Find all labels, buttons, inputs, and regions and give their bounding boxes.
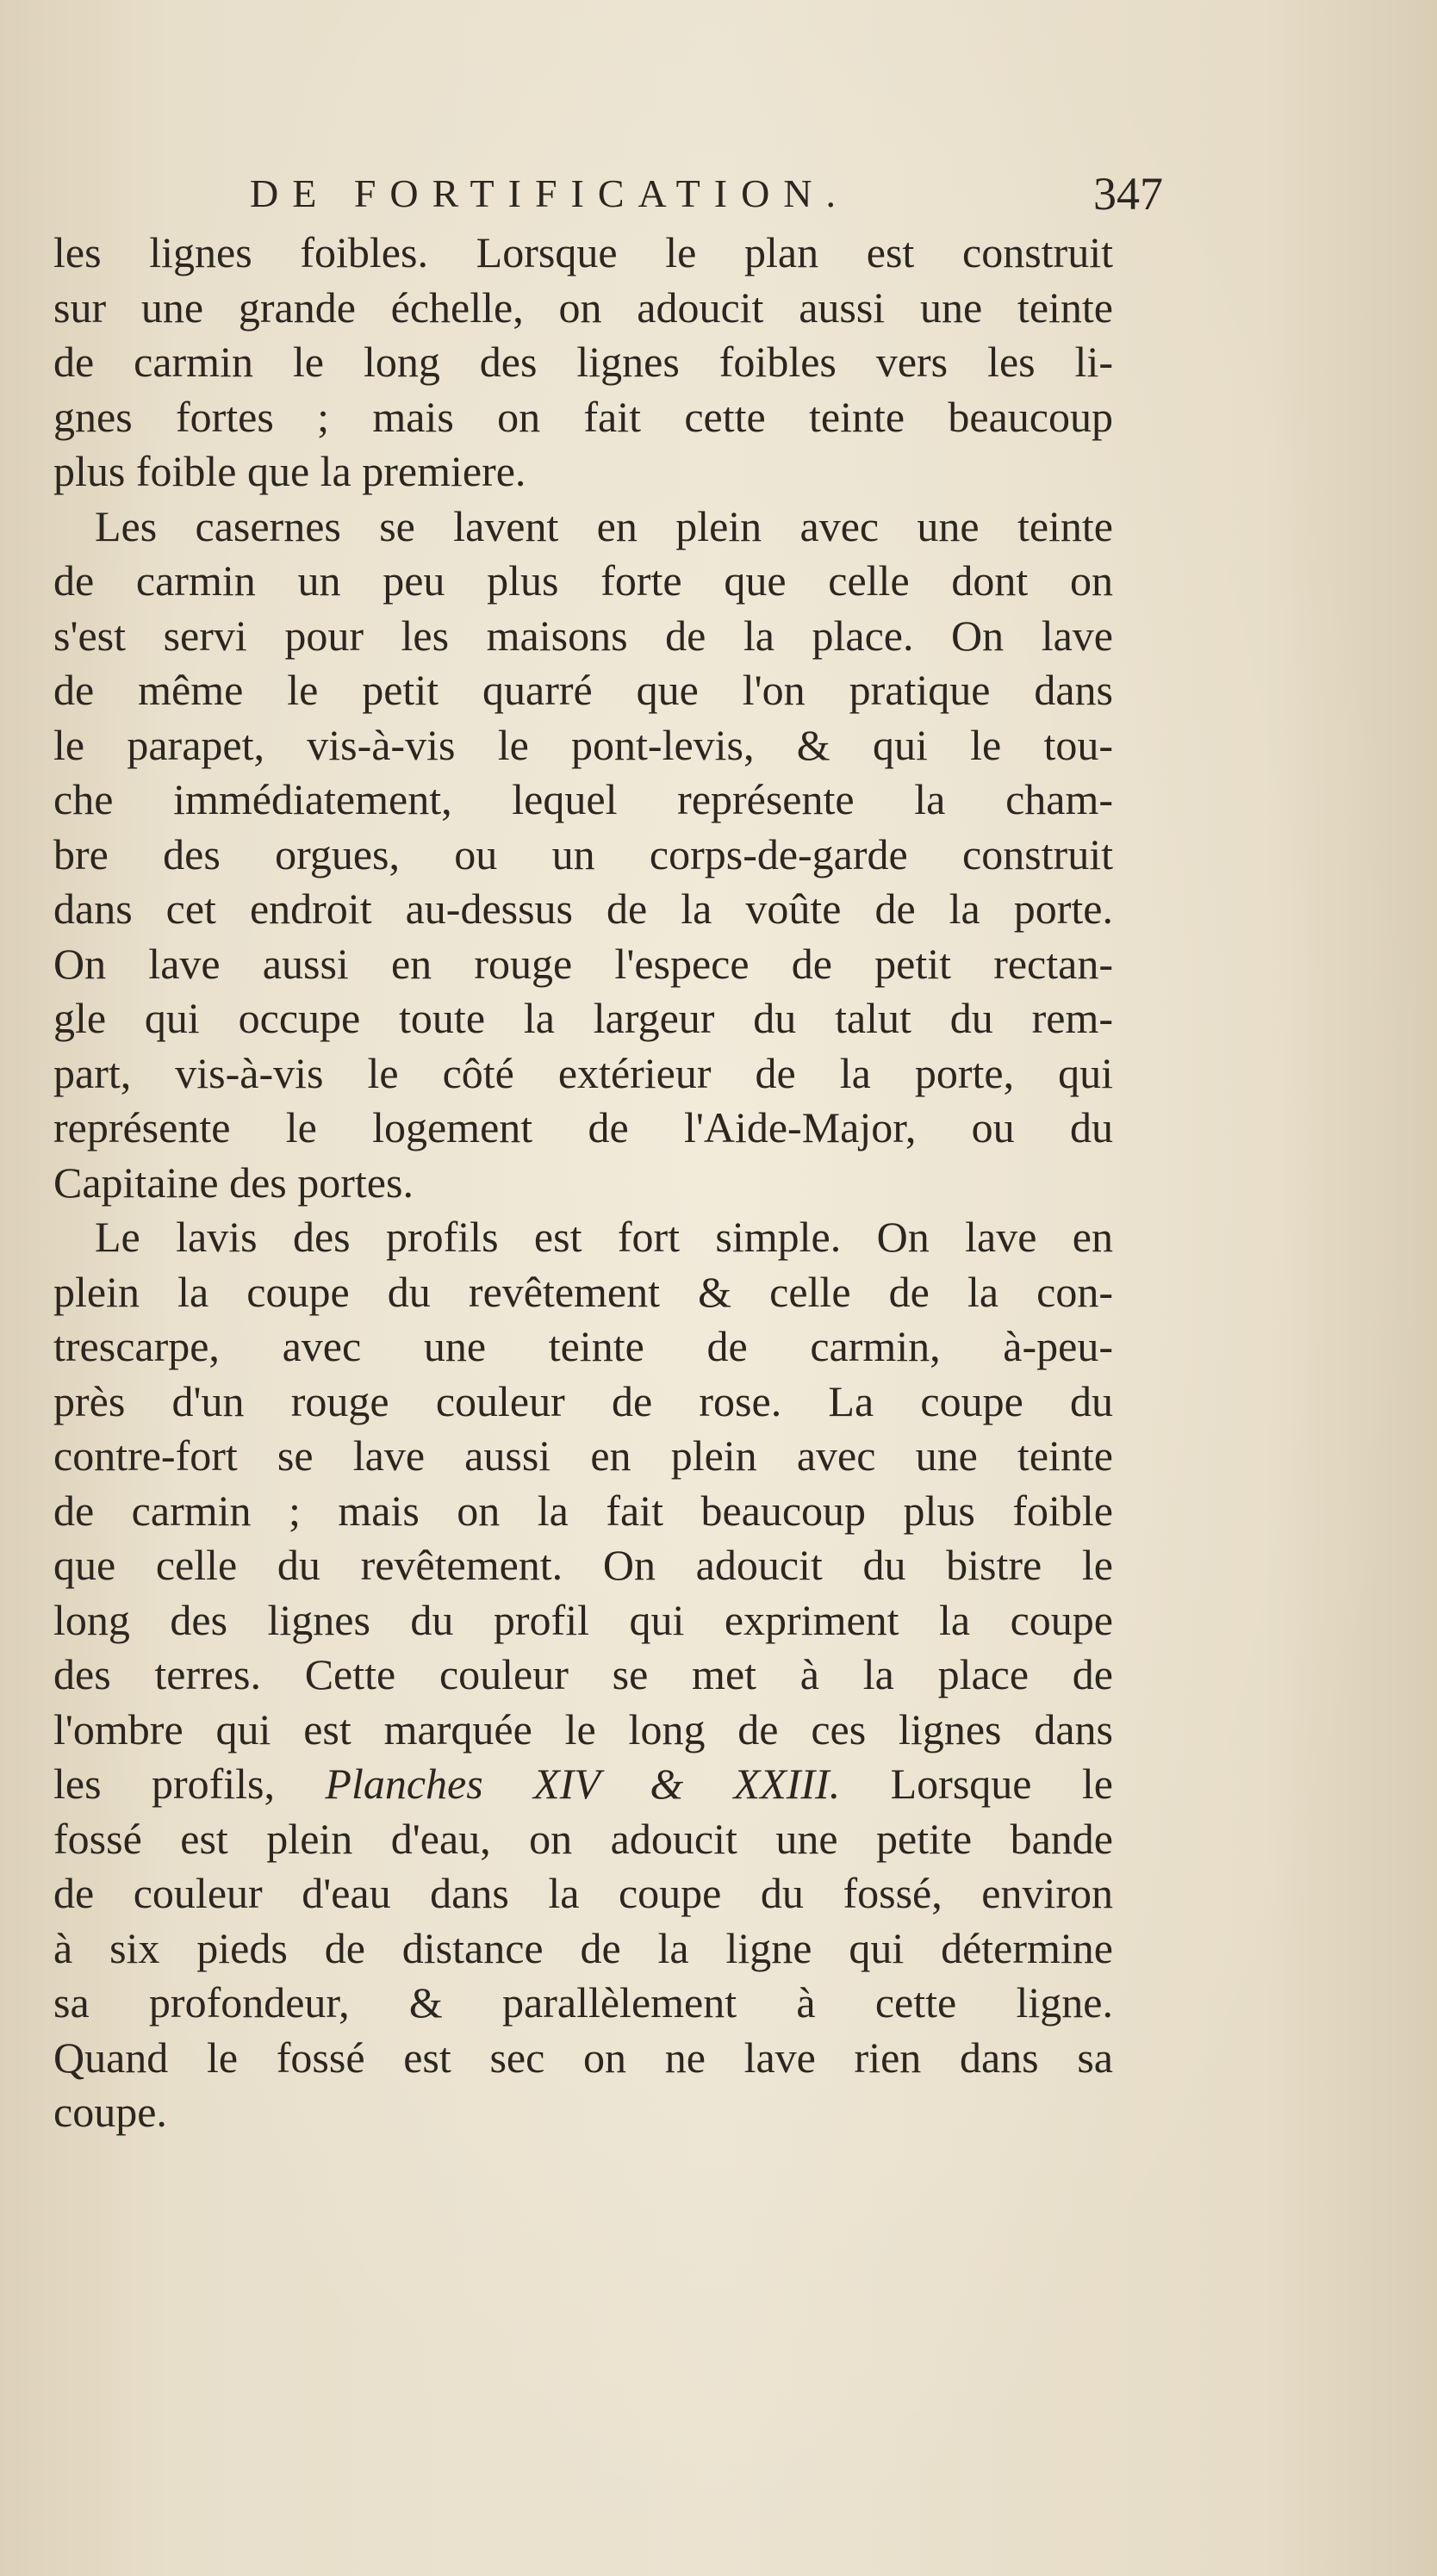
text-line: contre-fort se lave aussi en plein avec une teinte	[53, 1431, 1113, 1480]
paragraph-2	[53, 500, 1113, 1211]
text-line: gnes fortes ; mais on fait cette teinte beaucoup	[53, 392, 1113, 441]
text-line: che immédiatement, lequel représente la cham-	[53, 775, 1113, 823]
text-line: s'est servi pour les maisons de la place. On lave	[53, 611, 1113, 660]
text-line: que celle du revêtement. On adoucit du bistre le	[53, 1541, 1113, 1589]
text-line: bre des orgues, ou un corps-de-garde construit	[53, 829, 1113, 878]
page-header	[250, 164, 1163, 224]
text-line: de même le petit quarré que l'on pratique dans	[53, 666, 1113, 714]
text-line: l'ombre qui est marquée le long de ces lignes dans	[53, 1704, 1113, 1754]
text-line: Le lavis des profils est fort simple. On lave en	[95, 1213, 1113, 1261]
text-line: le parapet, vis-à-vis le pont-levis, & qui le tou-	[53, 720, 1113, 769]
text-line: dans cet endroit au-dessus de la voûte de la porte.	[53, 885, 1113, 933]
text-line: à six pieds de distance de la ligne qui détermine	[53, 1923, 1113, 1972]
text-line: de couleur d'eau dans la coupe du fossé, environ	[53, 1869, 1113, 1917]
paragraph-1	[53, 226, 1113, 500]
text-line: sa profondeur, & parallèlement à cette ligne.	[53, 1978, 1113, 2027]
text-line: de carmin un peu plus forte que celle dont on	[53, 556, 1113, 605]
text-line: représente le logement de l'Aide-Major, ou du	[53, 1103, 1113, 1151]
text-line: de carmin le long des lignes foibles vers les li-	[53, 338, 1113, 386]
text-line: de carmin ; mais on la fait beaucoup plus foible	[53, 1486, 1113, 1535]
text-line: des terres. Cette couleur se met à la place de	[53, 1650, 1113, 1698]
body-text	[53, 226, 1113, 2140]
text-line-with-reference	[53, 1757, 1113, 1812]
plates-reference: Planches XIV & XXIII.	[325, 1760, 841, 1808]
text-line: On lave aussi en rouge l'espece de petit rectan-	[53, 939, 1113, 988]
paragraph-3	[53, 1210, 1113, 2140]
text-line: Quand le fossé est sec on ne lave rien dans sa	[53, 2033, 1113, 2082]
page-number: 347	[1093, 168, 1163, 220]
text-line: près d'un rouge couleur de rose. La coupe du	[53, 1376, 1113, 1425]
text-line: trescarpe, avec une teinte de carmin, à-peu-	[53, 1322, 1113, 1370]
text-fragment: Lorsque le	[840, 1760, 1113, 1808]
text-line: Capitaine des portes.	[53, 1158, 414, 1207]
text-fragment: les profils,	[53, 1760, 326, 1808]
text-line: fossé est plein d'eau, on adoucit une petite bande	[53, 1814, 1113, 1863]
text-line: sur une grande échelle, on adoucit aussi une teinte	[53, 282, 1113, 332]
text-line: les lignes foibles. Lorsque le plan est construit	[53, 228, 1113, 276]
text-line: long des lignes du profil qui expriment la coupe	[53, 1595, 1113, 1644]
text-line: part, vis-à-vis le côté extérieur de la porte, qui	[53, 1048, 1113, 1097]
text-line: plein la coupe du revêtement & celle de la con-	[53, 1267, 1113, 1316]
text-line: coupe.	[53, 2088, 167, 2136]
text-line: plus foible que la premiere.	[53, 447, 526, 495]
running-title: DE FORTIFICATION.	[250, 171, 850, 215]
text-line: gle qui occupe toute la largeur du talut du rem-	[53, 994, 1113, 1042]
text-line: Les casernes se lavent en plein avec une teinte	[95, 501, 1113, 550]
